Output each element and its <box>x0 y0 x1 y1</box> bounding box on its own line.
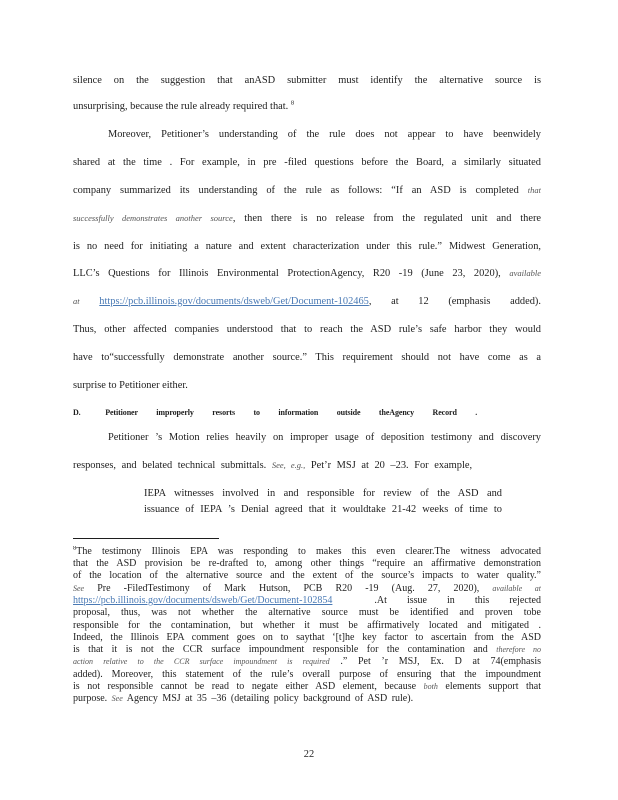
section-letter: D. <box>73 408 81 417</box>
body-line: have to“successfully demonstrate another source.” This requirement should not have come as a <box>73 352 541 363</box>
body-line: Petitioner ’s Motion relies heavily on improper usage of deposition testimony and discovery <box>108 432 541 443</box>
body-line: company summarized its understanding of the rule as follows: “If an ASD is completed that <box>73 185 541 196</box>
footnote-line: https://pcb.illinois.gov/documents/dsweb/Get/Document-102854 .At issue in this rejected <box>73 595 541 606</box>
body-line: Moreover, Petitioner’s understanding of the rule does not appear to have beenwidely <box>108 129 541 140</box>
body-line: surprise to Petitioner either. <box>73 380 188 391</box>
footnote-line: added). Moreover, this statement of the rule’s overall purpose of ensuring that the impoundment <box>73 669 541 680</box>
block-quote-line: IEPA witnesses involved in and responsible for review of the ASD and <box>144 488 502 499</box>
body-line: silence on the suggestion that anASD submitter must identify the alternative source is <box>73 75 541 86</box>
footnote-line: action relative to the CCR surface impoundment is required .” Pet ’r MSJ, Ex. D at 74(emphasis <box>73 656 541 667</box>
footnote-line: is that it is not the CCR surface impoundment responsible for the contamination and therefore no <box>73 644 541 655</box>
footnote-line: is not responsible cannot be read to negate either ASD element, because both elements support that <box>73 681 541 692</box>
section-title: Petitioner improperly resorts to information outside theAgency Record . <box>105 408 478 417</box>
footnote-line: of the location of the alternative source and the extent of the source’s impacts to water quality.” <box>73 570 541 581</box>
body-line: shared at the time . For example, in pre -filed questions before the Board, a similarly situated <box>73 157 541 168</box>
body-line: Thus, other affected companies understood that to reach the ASD rule’s safe harbor they would <box>73 324 541 335</box>
section-heading <box>73 406 541 419</box>
document-link[interactable]: https://pcb.illinois.gov/documents/dsweb/Get/Document-102854 <box>73 595 333 606</box>
footnote-line: proposal, thus, was not whether the alternative source must be identified and proven tobe <box>73 607 541 618</box>
body-line: unsurprising, because the rule already required that. $^8$ <box>73 100 295 112</box>
footnote-line: purpose. See Agency MSJ at 35 –36 (detailing policy background of ASD rule). <box>73 693 414 704</box>
footnote-ref[interactable]: 8 <box>290 100 295 107</box>
footnote-line: $^8$The testimony Illinois EPA was responding to makes this even clearer.The witness advocated <box>73 546 541 557</box>
body-line: responses, and belated technical submittals. See, e.g., Pet’r MSJ at 20 –23. For example, <box>73 460 473 471</box>
footnote-separator <box>73 538 219 539</box>
body-line: at https://pcb.illinois.gov/documents/dsweb/Get/Document-102465, at 12 (emphasis added). <box>73 296 541 307</box>
footnote-line: See Pre -FiledTestimony of Mark Hutson, PCB R20 -19 (Aug. 27, 2020), available at <box>73 583 541 594</box>
footnote-line: Indeed, the Illinois EPA comment goes on to saythat ‘[t]he key factor to ascertain from the ASD <box>73 632 541 643</box>
body-line: is no need for initiating a nature and extent characterization under this rule.” Midwest Generation, <box>73 241 541 252</box>
block-quote-line: issuance of IEPA ’s Denial agreed that it wouldtake 21-42 weeks of time to <box>144 504 502 515</box>
footnote-line: that the ASD provision be re-drafted to, among other things “require an affirmative demonstration <box>73 558 541 569</box>
footnote-line: responsible for the contamination, but whether it must be affirmatively located and mitigated . <box>73 620 541 631</box>
body-line: LLC’s Questions for Illinois Environmental ProtectionAgency, R20 -19 (June 23, 2020), available <box>73 268 541 279</box>
footnote-marker: 8 <box>73 546 77 552</box>
document-link[interactable]: https://pcb.illinois.gov/documents/dsweb/Get/Document-102465 <box>99 296 369 307</box>
page-number: 22 <box>303 749 315 760</box>
body-line: successfully demonstrates another source, then there is no release from the regulated unit and there <box>73 213 541 224</box>
